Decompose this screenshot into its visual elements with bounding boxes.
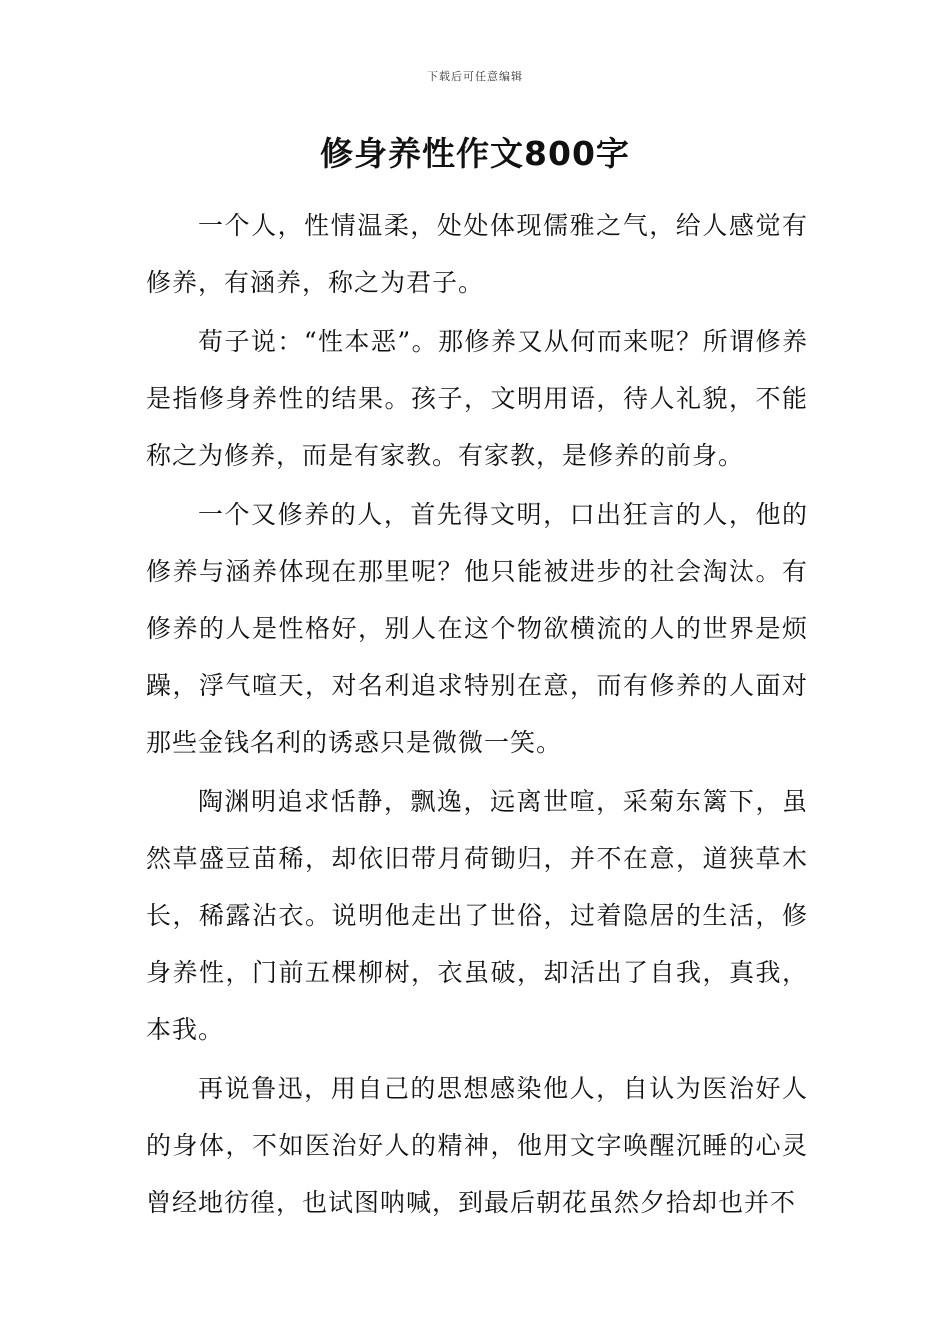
paragraph: 一个人，性情温柔，处处体现儒雅之气，给人感觉有修养，有涵养，称之为君子。: [146, 211, 808, 297]
header-note: 下载后可任意编辑: [427, 70, 523, 83]
paragraph: 荀子说：“性本恶”。那修养又从何而来呢？所谓修养是指修身养性的结果。孩子，文明用语，待人礼貌，不能称之为修养，而是有家教。有家教，是修养的前身。: [146, 327, 808, 470]
paragraph: 一个又修养的人，首先得文明，口出狂言的人，他的修养与涵养体现在那里呢？他只能被进步的社会淘汰。有修养的人是性格好，别人在这个物欲横流的人的世界是烦躁，浮气喧天，对名利追求特别在意，而有修养的人面对那些金钱名利的诱惑只是微微一笑。: [146, 500, 808, 757]
document-title: 修身养性作文800字: [320, 134, 630, 173]
document-body: [146, 197, 808, 1233]
paragraph: 再说鲁迅，用自己的思想感染他人，自认为医治好人的身体，不如医治好人的精神，他用文字唤醒沉睡的心灵曾经地彷徨，也试图呐喊，到最后朝花虽然夕拾却也并不: [146, 1074, 808, 1217]
paragraph: 陶渊明追求恬静，飘逸，远离世喧，采菊东篱下，虽然草盛豆苗稀，却依旧带月荷锄归，并不在意，道狭草木长，稀露沾衣。说明他走出了世俗，过着隐居的生活，修身养性，门前五棵柳树，衣虽破，却活出了自我，真我，本我。: [146, 787, 808, 1044]
